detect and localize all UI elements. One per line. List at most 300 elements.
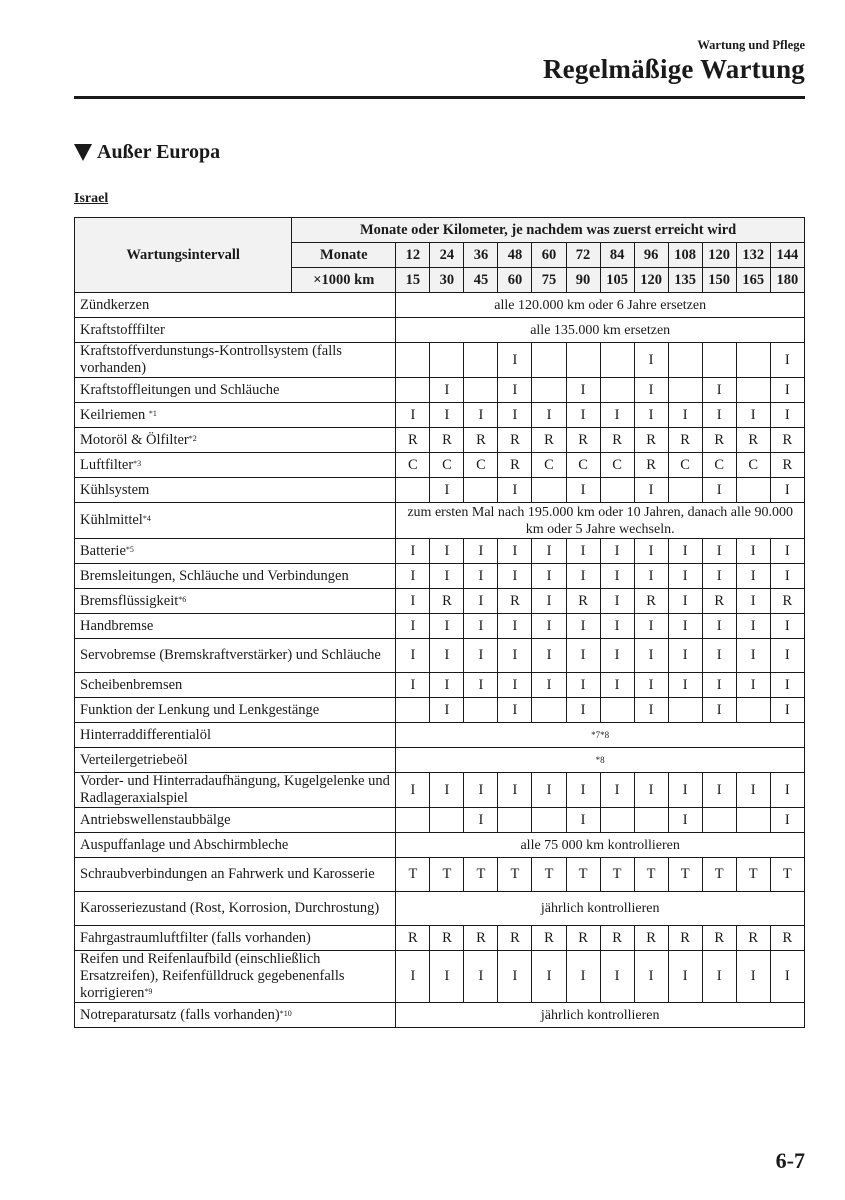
- interval-header: Wartungsintervall: [75, 218, 292, 293]
- schedule-cell: R: [770, 453, 804, 478]
- schedule-cell: [396, 698, 430, 723]
- row-label-text: Kraftstoffleitungen und Schläuche: [80, 381, 280, 398]
- schedule-cell: I: [566, 403, 600, 428]
- footnote-marker: *9: [144, 987, 153, 996]
- schedule-cell: T: [498, 858, 532, 892]
- schedule-cell: T: [702, 858, 736, 892]
- months-header-cell: 120: [702, 243, 736, 268]
- schedule-cell: R: [634, 428, 668, 453]
- row-label: [75, 589, 396, 614]
- schedule-cell: I: [396, 403, 430, 428]
- schedule-cell: [396, 378, 430, 403]
- schedule-cell: I: [566, 698, 600, 723]
- schedule-cell: C: [566, 453, 600, 478]
- schedule-cell: R: [396, 926, 430, 951]
- schedule-cell: I: [430, 673, 464, 698]
- schedule-cell: I: [430, 564, 464, 589]
- row-label: [75, 318, 396, 343]
- schedule-cell: T: [600, 858, 634, 892]
- table-row: [75, 403, 805, 428]
- schedule-cell: I: [498, 673, 532, 698]
- schedule-cell: I: [396, 614, 430, 639]
- table-row: [75, 723, 805, 748]
- row-label-text: Motoröl & Ölfilter: [80, 431, 189, 448]
- schedule-cell: [736, 698, 770, 723]
- schedule-cell: R: [396, 428, 430, 453]
- row-label: [75, 833, 396, 858]
- schedule-cell: R: [430, 428, 464, 453]
- schedule-cell: I: [566, 773, 600, 808]
- schedule-cell: [668, 378, 702, 403]
- schedule-cell: I: [600, 403, 634, 428]
- schedule-cell: R: [430, 589, 464, 614]
- row-label-text: Reifen und Reifenlaufbild (einschließlich Ersatzreifen), Reifenfülldruck gegebenenfalls korrigieren: [80, 951, 345, 1001]
- schedule-span-text: zum ersten Mal nach 195.000 km oder 10 Jahren, danach alle 90.000 km oder 5 Jahre wechseln.: [396, 503, 805, 539]
- schedule-cell: [600, 698, 634, 723]
- chapter-title: Wartung und Pflege: [697, 38, 805, 52]
- schedule-cell: I: [396, 539, 430, 564]
- km-header-cell: 150: [702, 268, 736, 293]
- schedule-cell: I: [464, 403, 498, 428]
- schedule-cell: I: [396, 589, 430, 614]
- schedule-cell: I: [430, 478, 464, 503]
- schedule-cell: I: [668, 773, 702, 808]
- schedule-cell: I: [668, 589, 702, 614]
- schedule-cell: I: [702, 698, 736, 723]
- months-header-cell: 60: [532, 243, 566, 268]
- schedule-cell: [430, 808, 464, 833]
- schedule-cell: R: [770, 926, 804, 951]
- row-label-text: Kraftstoffverdunstungs-Kontrollsystem (falls vorhanden): [80, 343, 342, 376]
- schedule-span-text: jährlich kontrollieren: [396, 1003, 805, 1028]
- table-row: [75, 453, 805, 478]
- schedule-cell: [532, 478, 566, 503]
- schedule-cell: [600, 343, 634, 378]
- schedule-cell: I: [634, 951, 668, 1003]
- schedule-cell: I: [464, 539, 498, 564]
- table-row: [75, 293, 805, 318]
- row-label: [75, 403, 396, 428]
- schedule-cell: I: [634, 614, 668, 639]
- table-row: [75, 748, 805, 773]
- months-header-cell: 132: [736, 243, 770, 268]
- schedule-span-text: alle 120.000 km oder 6 Jahre ersetzen: [396, 293, 805, 318]
- schedule-cell: I: [430, 773, 464, 808]
- schedule-cell: I: [770, 614, 804, 639]
- table-row: [75, 318, 805, 343]
- schedule-cell: I: [736, 589, 770, 614]
- schedule-cell: I: [634, 673, 668, 698]
- table-row: [75, 428, 805, 453]
- schedule-cell: I: [770, 673, 804, 698]
- table-row: [75, 639, 805, 673]
- schedule-cell: I: [702, 773, 736, 808]
- schedule-cell: I: [736, 773, 770, 808]
- schedule-cell: [396, 478, 430, 503]
- schedule-cell: [430, 343, 464, 378]
- schedule-cell: I: [498, 698, 532, 723]
- schedule-cell: I: [566, 951, 600, 1003]
- schedule-cell: [668, 478, 702, 503]
- schedule-cell: [566, 343, 600, 378]
- page-number: 6-7: [775, 1148, 805, 1173]
- schedule-cell: I: [634, 343, 668, 378]
- schedule-cell: I: [566, 614, 600, 639]
- schedule-cell: R: [498, 926, 532, 951]
- schedule-cell: I: [566, 808, 600, 833]
- schedule-cell: [464, 378, 498, 403]
- schedule-cell: I: [532, 403, 566, 428]
- schedule-cell: I: [498, 773, 532, 808]
- km-header-cell: 165: [736, 268, 770, 293]
- row-label-text: Keilriemen: [80, 406, 149, 423]
- schedule-cell: I: [430, 639, 464, 673]
- table-row: [75, 858, 805, 892]
- row-label: [75, 892, 396, 926]
- schedule-cell: T: [566, 858, 600, 892]
- schedule-cell: I: [736, 951, 770, 1003]
- schedule-cell: I: [396, 773, 430, 808]
- schedule-cell: I: [498, 564, 532, 589]
- schedule-cell: T: [464, 858, 498, 892]
- schedule-cell: R: [634, 926, 668, 951]
- schedule-cell: I: [396, 951, 430, 1003]
- schedule-cell: [498, 808, 532, 833]
- schedule-cell: I: [498, 951, 532, 1003]
- row-label-text: Batterie: [80, 542, 126, 559]
- km-header-cell: 120: [634, 268, 668, 293]
- schedule-cell: T: [396, 858, 430, 892]
- schedule-cell: R: [702, 589, 736, 614]
- row-label: [75, 293, 396, 318]
- schedule-cell: C: [702, 453, 736, 478]
- schedule-cell: R: [770, 428, 804, 453]
- months-header-cell: 36: [464, 243, 498, 268]
- schedule-cell: I: [770, 343, 804, 378]
- schedule-cell: I: [566, 539, 600, 564]
- schedule-cell: [668, 343, 702, 378]
- section-heading: [74, 141, 220, 164]
- schedule-cell: [396, 808, 430, 833]
- schedule-cell: I: [600, 673, 634, 698]
- page-title: Regelmäßige Wartung: [542, 54, 805, 84]
- schedule-cell: I: [634, 378, 668, 403]
- row-label: [75, 564, 396, 589]
- schedule-cell: [464, 698, 498, 723]
- schedule-cell: I: [600, 539, 634, 564]
- schedule-cell: T: [736, 858, 770, 892]
- schedule-span-text: alle 135.000 km ersetzen: [396, 318, 805, 343]
- schedule-cell: [464, 478, 498, 503]
- schedule-cell: [464, 343, 498, 378]
- table-row: [75, 951, 805, 1003]
- schedule-cell: I: [464, 808, 498, 833]
- schedule-cell: I: [566, 478, 600, 503]
- schedule-cell: I: [736, 614, 770, 639]
- schedule-cell: I: [600, 951, 634, 1003]
- schedule-cell: I: [736, 673, 770, 698]
- schedule-cell: [600, 378, 634, 403]
- schedule-span-text: alle 75 000 km kontrollieren: [396, 833, 805, 858]
- footnote-marker: *10: [279, 1008, 292, 1018]
- schedule-cell: I: [430, 614, 464, 639]
- schedule-cell: I: [770, 773, 804, 808]
- schedule-cell: I: [770, 403, 804, 428]
- schedule-cell: I: [566, 673, 600, 698]
- table-row: [75, 503, 805, 539]
- schedule-cell: I: [736, 539, 770, 564]
- schedule-cell: R: [464, 926, 498, 951]
- footnote-marker: *3: [133, 458, 142, 468]
- row-label: [75, 858, 396, 892]
- schedule-cell: I: [634, 403, 668, 428]
- schedule-cell: R: [736, 926, 770, 951]
- schedule-cell: I: [430, 378, 464, 403]
- schedule-cell: I: [736, 403, 770, 428]
- months-header-cell: 108: [668, 243, 702, 268]
- row-label-text: Schraubverbindungen an Fahrwerk und Karosserie: [80, 866, 375, 882]
- schedule-cell: I: [770, 478, 804, 503]
- schedule-cell: R: [566, 589, 600, 614]
- table-row: [75, 926, 805, 951]
- table-row: [75, 1003, 805, 1028]
- schedule-cell: I: [532, 614, 566, 639]
- schedule-cell: R: [498, 589, 532, 614]
- km-header-cell: 105: [600, 268, 634, 293]
- row-label: [75, 639, 396, 673]
- row-label: [75, 343, 396, 378]
- schedule-cell: R: [770, 589, 804, 614]
- km-header-cell: 180: [770, 268, 804, 293]
- table-row: [75, 614, 805, 639]
- triangle-down-icon: [74, 144, 92, 161]
- table-row: [75, 378, 805, 403]
- footnote-marker: *1: [148, 408, 157, 418]
- table-row: [75, 773, 805, 808]
- schedule-cell: I: [566, 378, 600, 403]
- schedule-cell: I: [464, 614, 498, 639]
- schedule-cell: R: [498, 428, 532, 453]
- km-header-cell: 15: [396, 268, 430, 293]
- header-rule: [74, 96, 805, 99]
- schedule-cell: I: [634, 539, 668, 564]
- schedule-cell: I: [702, 564, 736, 589]
- months-header-cell: 84: [600, 243, 634, 268]
- schedule-cell: I: [430, 403, 464, 428]
- row-label-text: Bremsflüssigkeit: [80, 592, 179, 609]
- schedule-cell: I: [702, 614, 736, 639]
- schedule-cell: I: [498, 539, 532, 564]
- footnote-marker: *6: [178, 594, 187, 604]
- schedule-cell: I: [430, 698, 464, 723]
- km-header-cell: 30: [430, 268, 464, 293]
- row-label: [75, 951, 396, 1003]
- table-row: [75, 698, 805, 723]
- row-label-text: Scheibenbremsen: [80, 676, 183, 693]
- schedule-cell: T: [532, 858, 566, 892]
- table-row: [75, 478, 805, 503]
- schedule-cell: I: [396, 564, 430, 589]
- schedule-cell: R: [566, 428, 600, 453]
- schedule-cell: I: [702, 951, 736, 1003]
- schedule-cell: I: [600, 639, 634, 673]
- schedule-cell: I: [668, 808, 702, 833]
- schedule-cell: R: [600, 926, 634, 951]
- schedule-cell: [702, 343, 736, 378]
- schedule-cell: I: [770, 639, 804, 673]
- row-label-text: Kühlmittel: [80, 512, 143, 528]
- row-label: [75, 698, 396, 723]
- schedule-cell: I: [532, 673, 566, 698]
- row-label: [75, 453, 396, 478]
- schedule-cell: I: [634, 564, 668, 589]
- km-header-cell: 90: [566, 268, 600, 293]
- schedule-cell: C: [668, 453, 702, 478]
- schedule-cell: C: [396, 453, 430, 478]
- row-label: [75, 378, 396, 403]
- row-label-text: Vorder- und Hinterradaufhängung, Kugelgelenke und Radlageraxialspiel: [80, 773, 390, 806]
- schedule-cell: I: [464, 951, 498, 1003]
- schedule-cell: I: [464, 589, 498, 614]
- row-label-text: Auspuffanlage und Abschirmbleche: [80, 836, 289, 853]
- schedule-cell: I: [736, 564, 770, 589]
- row-label: [75, 926, 396, 951]
- schedule-cell: I: [498, 343, 532, 378]
- schedule-cell: I: [396, 639, 430, 673]
- schedule-cell: C: [736, 453, 770, 478]
- schedule-cell: T: [668, 858, 702, 892]
- schedule-cell: [736, 378, 770, 403]
- schedule-cell: R: [532, 428, 566, 453]
- schedule-cell: I: [702, 378, 736, 403]
- table-row: [75, 892, 805, 926]
- schedule-cell: I: [532, 773, 566, 808]
- row-label-text: Bremsleitungen, Schläuche und Verbindungen: [80, 567, 349, 584]
- months-label: Monate: [292, 243, 396, 268]
- row-label-text: Zündkerzen: [80, 296, 150, 313]
- footnote-marker: *5: [125, 544, 134, 554]
- schedule-cell: I: [634, 478, 668, 503]
- schedule-cell: I: [532, 564, 566, 589]
- schedule-cell: [634, 808, 668, 833]
- schedule-cell: I: [770, 539, 804, 564]
- row-label-text: Verteilergetriebeöl: [80, 751, 188, 768]
- schedule-cell: I: [498, 378, 532, 403]
- schedule-cell: R: [600, 428, 634, 453]
- schedule-cell: R: [668, 428, 702, 453]
- schedule-cell: C: [600, 453, 634, 478]
- schedule-cell: T: [430, 858, 464, 892]
- schedule-cell: C: [464, 453, 498, 478]
- table-row: [75, 564, 805, 589]
- schedule-cell: I: [668, 614, 702, 639]
- schedule-cell: [532, 343, 566, 378]
- schedule-cell: I: [702, 403, 736, 428]
- schedule-cell: I: [532, 589, 566, 614]
- schedule-cell: I: [634, 698, 668, 723]
- schedule-cell: I: [498, 639, 532, 673]
- row-label: [75, 673, 396, 698]
- table-row: [75, 808, 805, 833]
- km-header-cell: 45: [464, 268, 498, 293]
- schedule-cell: I: [668, 564, 702, 589]
- table-row: [75, 343, 805, 378]
- schedule-cell: R: [498, 453, 532, 478]
- schedule-cell: I: [600, 773, 634, 808]
- km-header-cell: 60: [498, 268, 532, 293]
- schedule-cell: I: [464, 564, 498, 589]
- months-header-cell: 12: [396, 243, 430, 268]
- schedule-cell: I: [464, 673, 498, 698]
- schedule-cell: I: [396, 673, 430, 698]
- schedule-cell: R: [634, 589, 668, 614]
- schedule-cell: I: [600, 614, 634, 639]
- schedule-cell: I: [634, 639, 668, 673]
- row-label-text: Kraftstofffilter: [80, 321, 165, 338]
- row-label-text: Fahrgastraumluftfilter (falls vorhanden): [80, 929, 311, 946]
- schedule-cell: [736, 478, 770, 503]
- km-header-cell: 75: [532, 268, 566, 293]
- schedule-cell: I: [736, 639, 770, 673]
- schedule-cell: I: [668, 539, 702, 564]
- table-row: [75, 589, 805, 614]
- schedule-cell: [702, 808, 736, 833]
- schedule-cell: C: [532, 453, 566, 478]
- schedule-cell: I: [770, 951, 804, 1003]
- schedule-cell: [600, 808, 634, 833]
- schedule-cell: I: [430, 539, 464, 564]
- schedule-cell: [736, 808, 770, 833]
- schedule-cell: I: [668, 951, 702, 1003]
- schedule-cell: R: [430, 926, 464, 951]
- row-label-text: Luftfilter: [80, 456, 134, 473]
- schedule-span-text: jährlich kontrollieren: [396, 892, 805, 926]
- schedule-cell: I: [498, 403, 532, 428]
- region-label: Israel: [74, 191, 109, 206]
- top-header: Monate oder Kilometer, je nachdem was zuerst erreicht wird: [292, 218, 805, 243]
- schedule-cell: I: [770, 378, 804, 403]
- schedule-cell: I: [668, 639, 702, 673]
- schedule-cell: I: [532, 951, 566, 1003]
- months-header-cell: 24: [430, 243, 464, 268]
- schedule-cell: I: [566, 639, 600, 673]
- table-row: [75, 539, 805, 564]
- schedule-cell: R: [736, 428, 770, 453]
- schedule-cell: R: [668, 926, 702, 951]
- schedule-cell: I: [770, 808, 804, 833]
- footnote-reference: *7*8: [396, 723, 805, 748]
- schedule-cell: [600, 478, 634, 503]
- schedule-cell: [532, 808, 566, 833]
- schedule-cell: I: [600, 564, 634, 589]
- schedule-cell: R: [566, 926, 600, 951]
- schedule-cell: I: [770, 698, 804, 723]
- schedule-cell: R: [634, 453, 668, 478]
- footnote-reference: *8: [396, 748, 805, 773]
- schedule-cell: [396, 343, 430, 378]
- schedule-cell: R: [702, 428, 736, 453]
- schedule-cell: I: [668, 403, 702, 428]
- schedule-cell: I: [702, 639, 736, 673]
- schedule-cell: T: [634, 858, 668, 892]
- row-label-text: Notreparatursatz (falls vorhanden): [80, 1006, 280, 1023]
- row-label-text: Kühlsystem: [80, 481, 150, 498]
- row-label-text: Handbremse: [80, 617, 154, 634]
- row-label: [75, 773, 396, 808]
- row-label-text: Funktion der Lenkung und Lenkgestänge: [80, 701, 320, 718]
- row-label: [75, 614, 396, 639]
- row-label: [75, 503, 396, 539]
